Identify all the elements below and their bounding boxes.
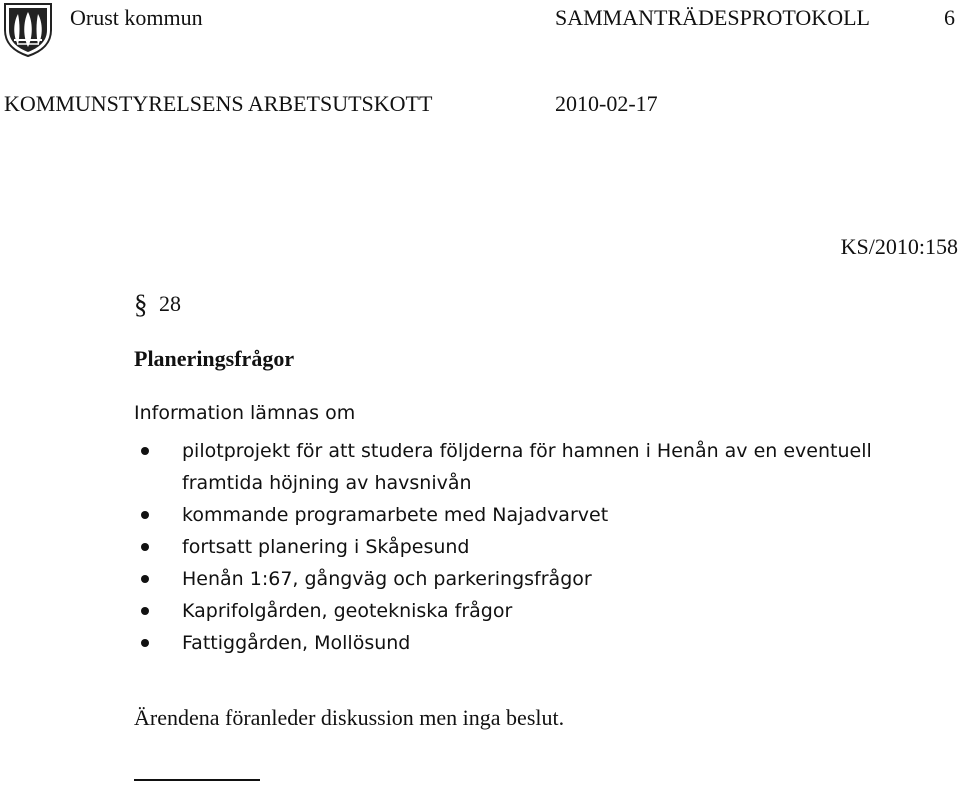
list-item-text: Fattiggården, Mollösund xyxy=(182,632,411,654)
list-item-text: kommande programarbete med Najadvarvet xyxy=(182,504,609,526)
case-title: Planeringsfrågor xyxy=(134,346,295,371)
list-item-text: Henån 1:67, gångväg och parkeringsfrågor xyxy=(182,568,592,590)
bullet-icon xyxy=(141,639,149,647)
bullet-icon xyxy=(141,575,149,583)
list-item-text: Kaprifolgården, geotekniska frågor xyxy=(182,600,513,622)
information-intro: Information lämnas om xyxy=(134,402,356,424)
bullet-icon xyxy=(141,447,149,455)
bullet-icon xyxy=(141,607,149,615)
list-item xyxy=(134,499,894,531)
document-type-title: SAMMANTRÄDESPROTOKOLL xyxy=(555,5,870,30)
conclusion-text: Ärendena föranleder diskussion men inga beslut. xyxy=(134,705,565,730)
bullet-icon xyxy=(141,511,149,519)
planning-topics-list xyxy=(134,435,894,659)
list-item-text: fortsatt planering i Skåpesund xyxy=(182,536,470,558)
section-symbol: § xyxy=(134,289,148,319)
coat-of-arms-shield xyxy=(2,1,54,57)
list-item-text: pilotprojekt för att studera följderna för hamnen i Henån av en eventuell framtida höjning av havsnivån xyxy=(182,440,872,494)
municipal-coat-of-arms-icon xyxy=(2,1,54,57)
section-number-line xyxy=(134,288,181,318)
organization-name: Orust kommun xyxy=(70,5,203,30)
list-item xyxy=(134,435,894,499)
meeting-date: 2010-02-17 xyxy=(555,91,658,116)
footnote-separator xyxy=(134,779,260,781)
list-item xyxy=(134,595,894,627)
committee-name: KOMMUNSTYRELSENS ARBETSUTSKOTT xyxy=(4,91,433,116)
page-number: 6 xyxy=(944,5,955,30)
list-item xyxy=(134,627,894,659)
bullet-icon xyxy=(141,543,149,551)
section-number: 28 xyxy=(159,291,181,316)
case-number: KS/2010:158 xyxy=(840,234,958,259)
list-item xyxy=(134,563,894,595)
list-item xyxy=(134,531,894,563)
